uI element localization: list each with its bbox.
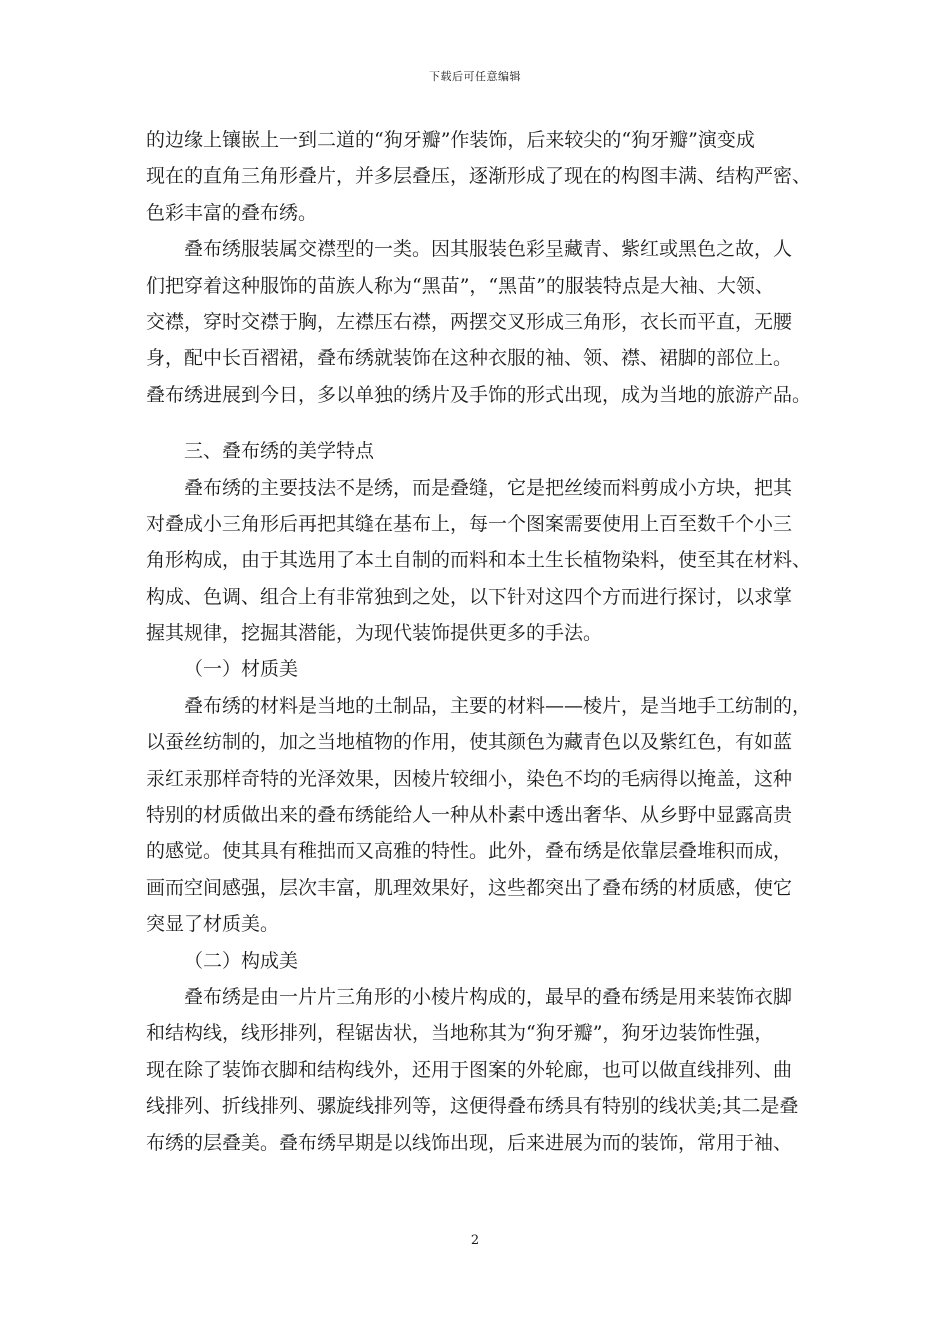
- section-spacer: [146, 413, 836, 433]
- paragraph-line: 线排列、折线排列、骡旋线排列等，这便得叠布绣具有特别的线状美;其二是叠: [146, 1095, 799, 1118]
- paragraph-line: 和结构线，线形排列，程锯齿状，当地称其为“狗牙瓣”，狗牙边装饰性强，: [146, 1022, 774, 1045]
- paragraph-line: 的感觉。使其具有稚拙而又高雅的特性。此外，叠布绣是依靠层叠堆积而成，: [146, 840, 793, 863]
- paragraph-line: 们把穿着这种服饰的苗族人称为“黑苗”，“黑苗”的服装特点是大袖、大领、: [146, 274, 774, 297]
- page-header: 下载后可任意编辑: [429, 70, 521, 83]
- paragraph-line: 握其规律，挖掘其潜能，为现代装饰提供更多的手法。: [146, 622, 603, 645]
- paragraph-line: 叠布绣服装属交襟型的一类。因其服装色彩呈藏青、紫红或黑色之故，人: [184, 238, 793, 261]
- paragraph-line: 布绣的层叠美。叠布绣早期是以线饰出现，后来进展为而的装饰，常用于袖、: [146, 1131, 793, 1154]
- paragraph-line: 身，配中长百褶裙，叠布绣就装饰在这种衣服的袖、领、襟、裙脚的部位上。: [146, 347, 793, 370]
- paragraph-line: 交襟，穿时交襟于胸，左襟压右襟，两摆交叉形成三角形，衣长而平直，无腰: [146, 310, 793, 333]
- document-body: [146, 122, 836, 1161]
- paragraph-line: 现在的直角三角形叠片，并多层叠压，逐渐形成了现在的构图丰满、结构严密、: [146, 165, 812, 188]
- paragraph-line: 叠布绣进展到今日，多以单独的绣片及手饰的形式出现，成为当地的旅游产品。: [146, 383, 812, 406]
- paragraph-line: 构成、色调、组合上有非常独到之处，以下针对这四个方而进行探讨，以求掌: [146, 585, 793, 608]
- paragraph-line: 叠布绣的主要技法不是绣，而是叠缝，它是把丝绫而料剪成小方块，把其: [184, 476, 793, 499]
- paragraph-line: 的边缘上镶嵌上一到二道的“狗牙瓣”作装饰，后来较尖的“狗牙瓣”演变成: [146, 129, 755, 151]
- paragraph-line: 现在除了装饰衣脚和结构线外，还用于图案的外轮廊，也可以做直线排列、曲: [146, 1058, 793, 1081]
- page-number: 2: [470, 1233, 480, 1248]
- paragraph-line: 画而空间感强，层次丰富，肌理效果好，这些都突出了叠布绣的材质感，使它: [146, 876, 793, 899]
- paragraph-line: 叠布绣的材料是当地的土制品，主要的材料——棱片，是当地手工纺制的，: [184, 694, 812, 717]
- paragraph-line: 特别的材质做出来的叠布绣能给人一种从朴素中透出奢华、从乡野中显露高贵: [146, 804, 793, 827]
- subsection-heading: （二）构成美: [184, 949, 299, 972]
- paragraph-line: 叠布绣是由一片片三角形的小棱片构成的，最早的叠布绣是用来装饰衣脚: [184, 985, 793, 1008]
- paragraph-line: 对叠成小三角形后再把其缝在基布上，每一个图案需要使用上百至数千个小三: [146, 512, 793, 535]
- paragraph-line: 以蚕丝纺制的，加之当地植物的作用，使其颜色为藏青色以及紫红色，有如蓝: [146, 731, 793, 754]
- paragraph-line: 汞红汞那样奇特的光泽效果，因棱片较细小，染色不均的毛病得以掩盖，这种: [146, 767, 793, 790]
- paragraph-line: 突显了材质美。: [146, 913, 280, 936]
- paragraph-line: 色彩丰富的叠布绣。: [146, 201, 318, 224]
- paragraph-line: 角形构成，由于其选用了本土自制的而料和本土生长植物染料，使至其在材料、: [146, 549, 812, 572]
- section-heading: 三、叠布绣的美学特点: [184, 440, 375, 463]
- subsection-heading: （一）材质美: [184, 658, 299, 681]
